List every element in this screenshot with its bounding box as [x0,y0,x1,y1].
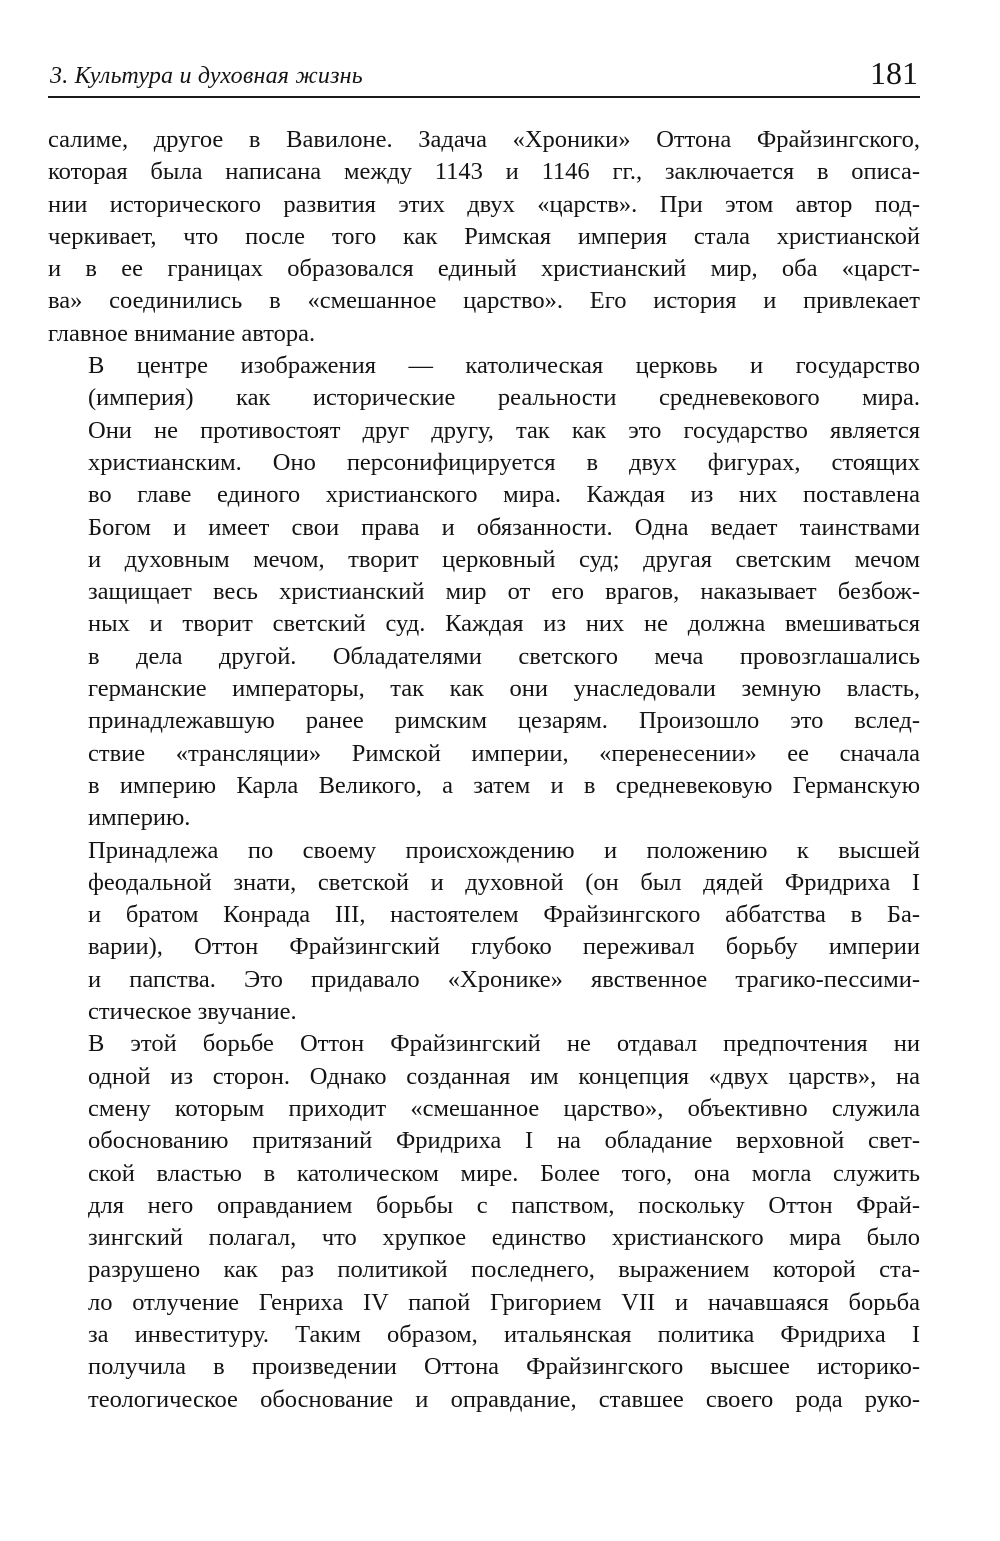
text-line: Богом и имеет свои права и обязанности. Одна ведает таинствами [88,513,920,541]
text-line: в империю Карла Великого, а затем и в средневековую Германскую [88,771,920,799]
paragraph-4 [48,1028,920,1416]
text-line: и папства. Это придавало «Хронике» явственное трагико-пессими- [88,965,920,993]
text-line: обоснованию притязаний Фридриха I на обладание верховной свет- [88,1127,920,1155]
text-line: и в ее границах образовался единый христианский мир, оба «царст- [48,255,920,283]
text-line: варии), Оттон Фрайзингский глубоко переживал борьбу империи [88,933,920,961]
text-line: в дела другой. Обладателями светского меча провозглашались [88,642,920,670]
text-line: черкивает, что после того как Римская империя стала христианской [48,222,920,250]
running-title: 3. Культура и духовная жизнь [50,63,363,89]
paragraph-2 [48,350,920,834]
text-line: В этой борьбе Оттон Фрайзингский не отдавал предпочтения ни [88,1030,920,1058]
text-line: зингский полагал, что хрупкое единство христианского мира было [88,1224,920,1252]
paragraph-3 [48,835,920,1029]
text-line: ва» соединились в «смешанное царство». Его история и привлекает [48,287,920,315]
text-line: во главе единого христианского мира. Каждая из них поставлена [88,481,920,509]
text-line: разрушено как раз политикой последнего, выражением которой ста- [88,1256,920,1284]
text-line: ло отлучение Генриха IV папой Григорием VII и начавшаяся борьба [88,1288,920,1316]
body-text [48,124,920,1416]
text-line: салиме, другое в Вавилоне. Задача «Хроники» Оттона Фрайзингского, [48,126,920,153]
text-line: германские императоры, так как они унаследовали земную власть, [88,675,920,703]
text-line: принадлежавшую ранее римским цезарям. Произошло это вслед- [88,707,920,735]
text-line: стическое звучание. [88,998,297,1026]
text-line: ных и творит светский суд. Каждая из них не должна вмешиваться [88,610,920,638]
text-line: христианским. Оно персонифицируется в двух фигурах, стоящих [88,448,920,476]
text-line: и духовным мечом, творит церковный суд; другая светским мечом [88,545,920,573]
text-line: одной из сторон. Однако созданная им концепция «двух царств», на [88,1062,920,1090]
text-line: главное внимание автора. [48,319,316,347]
text-line: смену которым приходит «смешанное царство», объективно служила [88,1094,920,1122]
text-line: Они не противостоят друг другу, так как это государство является [88,416,920,444]
text-line: ствие «трансляции» Римской империи, «перенесении» ее сначала [88,739,920,767]
page-number: 181 [870,55,918,91]
book-page [48,48,920,1416]
text-line: теологическое обоснование и оправдание, ставшее своего рода руко- [88,1385,920,1413]
text-line: для него оправданием борьбы с папством, поскольку Оттон Фрай- [88,1191,920,1219]
text-line: феодальной знати, светской и духовной (он был дядей Фридриха I [88,868,920,896]
text-line: (империя) как исторические реальности средневекового мира. [88,384,920,412]
running-head [48,48,920,98]
text-line: империю. [88,804,191,832]
text-line: которая была написана между 1143 и 1146 гг., заключается в описа- [48,158,920,186]
text-line: В центре изображения — католическая церковь и государство [88,352,920,380]
text-line: ской властью в католическом мире. Более того, она могла служить [88,1159,920,1187]
text-line: Принадлежа по своему происхождению и положению к высшей [88,836,920,864]
text-line: нии исторического развития этих двух «царств». При этом автор под- [48,190,920,218]
text-line: защищает весь христианский мир от его врагов, наказывает безбож- [88,578,920,606]
text-line: получила в произведении Оттона Фрайзингского высшее историко- [88,1353,920,1381]
text-line: и братом Конрада III, настоятелем Фрайзингского аббатства в Ба- [88,901,920,929]
text-line: за инвеституру. Таким образом, итальянская политика Фридриха I [88,1320,920,1348]
paragraph-1 [48,124,920,350]
